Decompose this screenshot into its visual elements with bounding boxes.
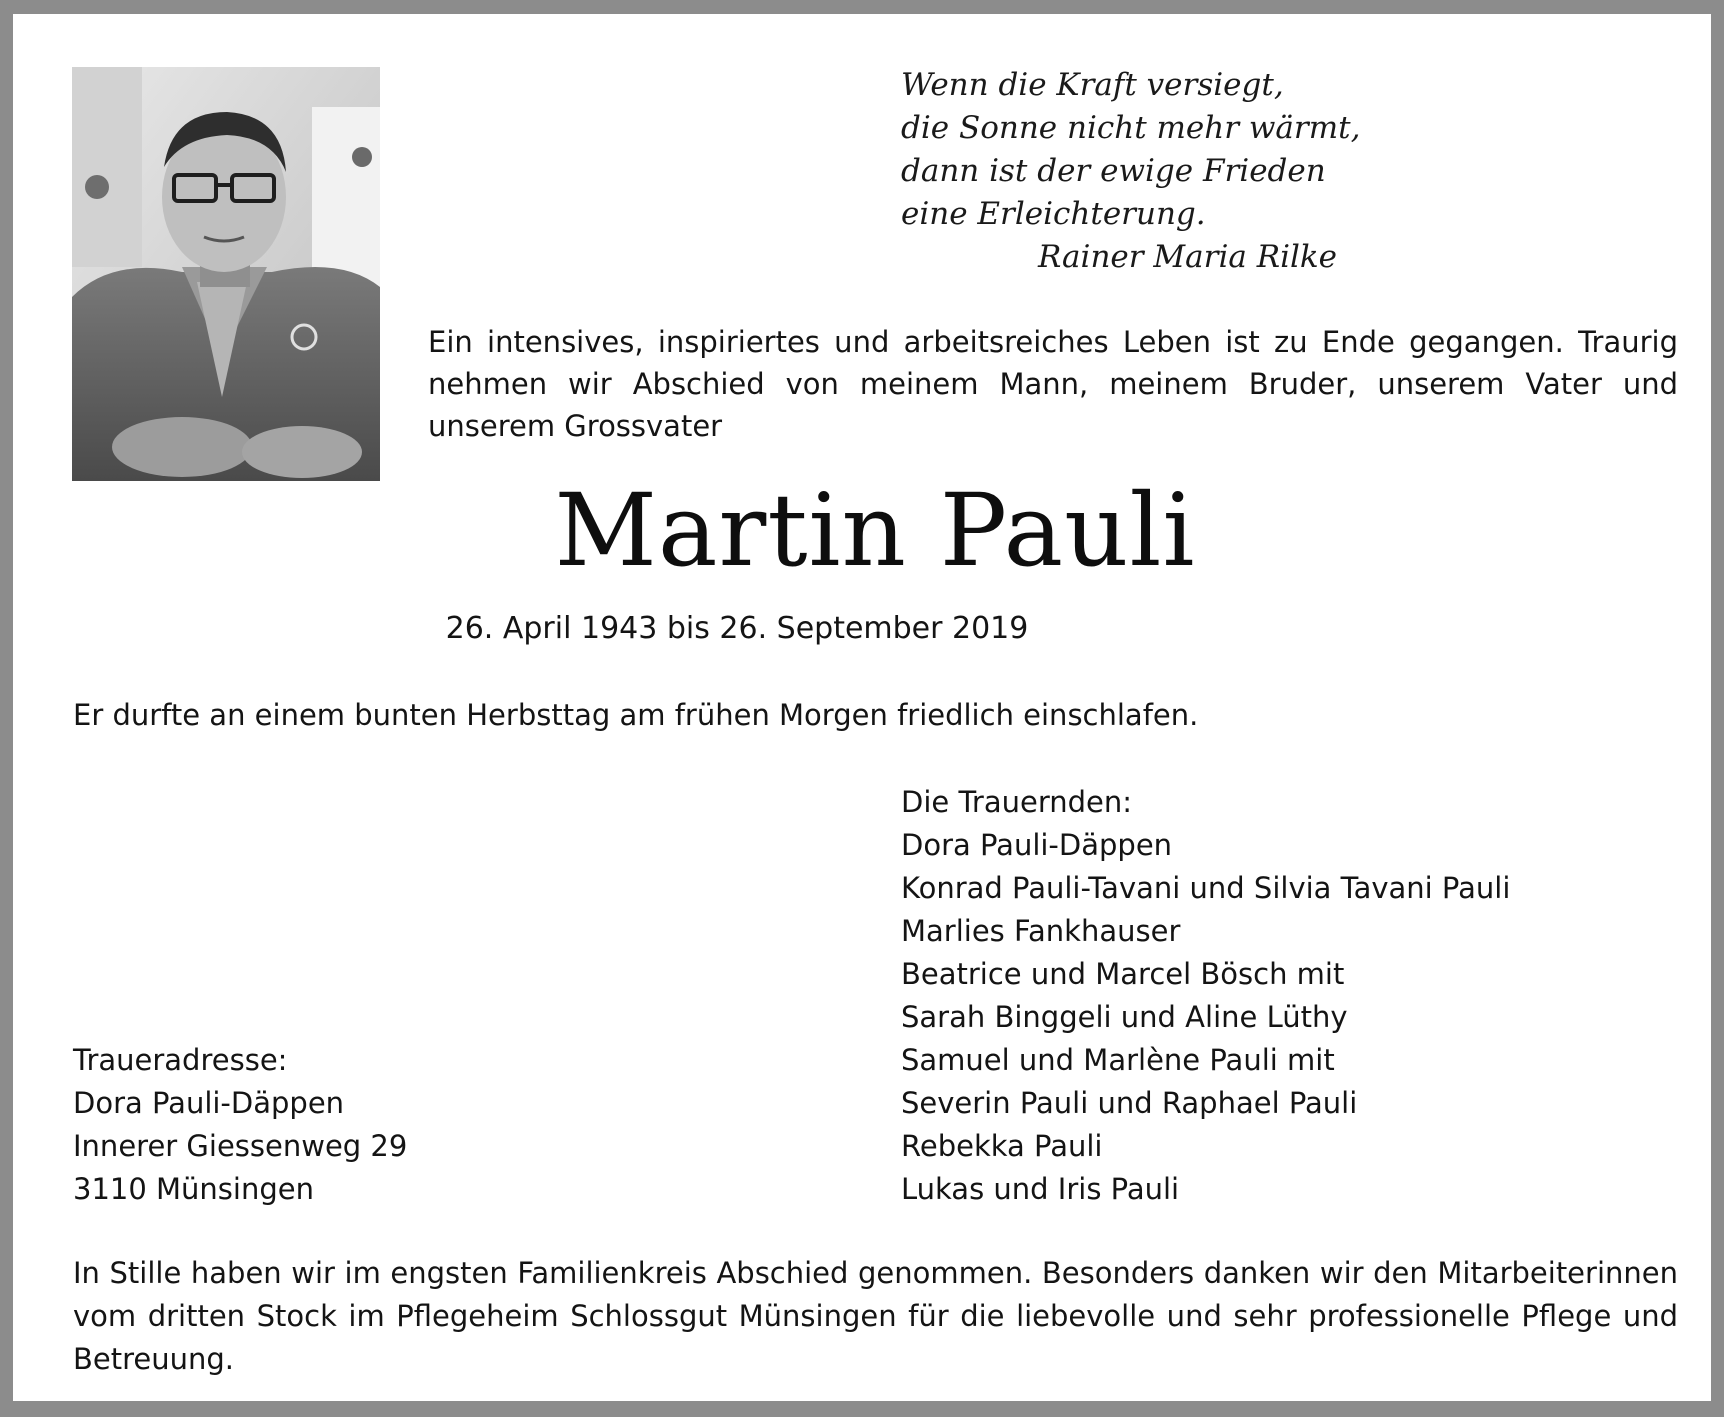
poem-line: die Sonne nicht mehr wärmt, [901,110,1361,146]
address-line: Innerer Giessenweg 29 [73,1129,408,1163]
mourner-name: Rebekka Pauli [901,1129,1103,1163]
mourner-name: Konrad Pauli-Tavani und Silvia Tavani Pauli [901,871,1511,905]
mourner-name: Sarah Binggeli und Aline Lüthy [901,1000,1348,1034]
portrait-photo-icon [72,67,380,481]
mourner-name: Dora Pauli-Däppen [901,828,1173,862]
mourner-name: Samuel und Marlène Pauli mit [901,1043,1335,1077]
closing-paragraph: In Stille haben wir im engsten Familienkreis Abschied genommen. Besonders danken wir den Mitarbeiterinnen vom dritten Stock im Pflegeheim Schlossgut Münsingen für die liebevolle und sehr professionelle Pflege und Betreuung. [73,1256,1678,1376]
poem-author: Rainer Maria Rilke [1038,239,1338,275]
deceased-name: Martin Pauli [554,472,1196,589]
address-line: Dora Pauli-Däppen [73,1086,345,1120]
mourner-name: Lukas und Iris Pauli [901,1172,1180,1206]
mourner-name: Marlies Fankhauser [901,914,1181,948]
passing-sentence: Er durfte an einem bunten Herbsttag am frühen Morgen friedlich einschlafen. [73,698,1199,732]
mourners-heading: Die Trauernden: [901,785,1133,819]
mourning-address [73,1039,407,1211]
mourner-name: Severin Pauli und Raphael Pauli [901,1086,1358,1120]
poem-quote [901,64,1360,279]
address-heading: Traueradresse: [73,1043,288,1077]
mourners-list [901,781,1510,1211]
mourner-name: Beatrice und Marcel Bösch mit [901,957,1345,991]
life-dates-row [13,608,1724,650]
poem-line: dann ist der ewige Frieden [901,153,1326,189]
poem-line: eine Erleichterung. [901,196,1206,232]
poem-line: Wenn die Kraft versiegt, [901,67,1284,103]
intro-paragraph: Ein intensives, inspiriertes und arbeitsreiches Leben ist zu Ende gegangen. Traurig nehmen wir Abschied von meinem Mann, meinem Bruder, unserem Vater und unserem Grossvater [428,325,1678,443]
address-line: 3110 Münsingen [73,1172,314,1206]
life-dates: 26. April 1943 bis 26. September 2019 [445,611,1029,646]
